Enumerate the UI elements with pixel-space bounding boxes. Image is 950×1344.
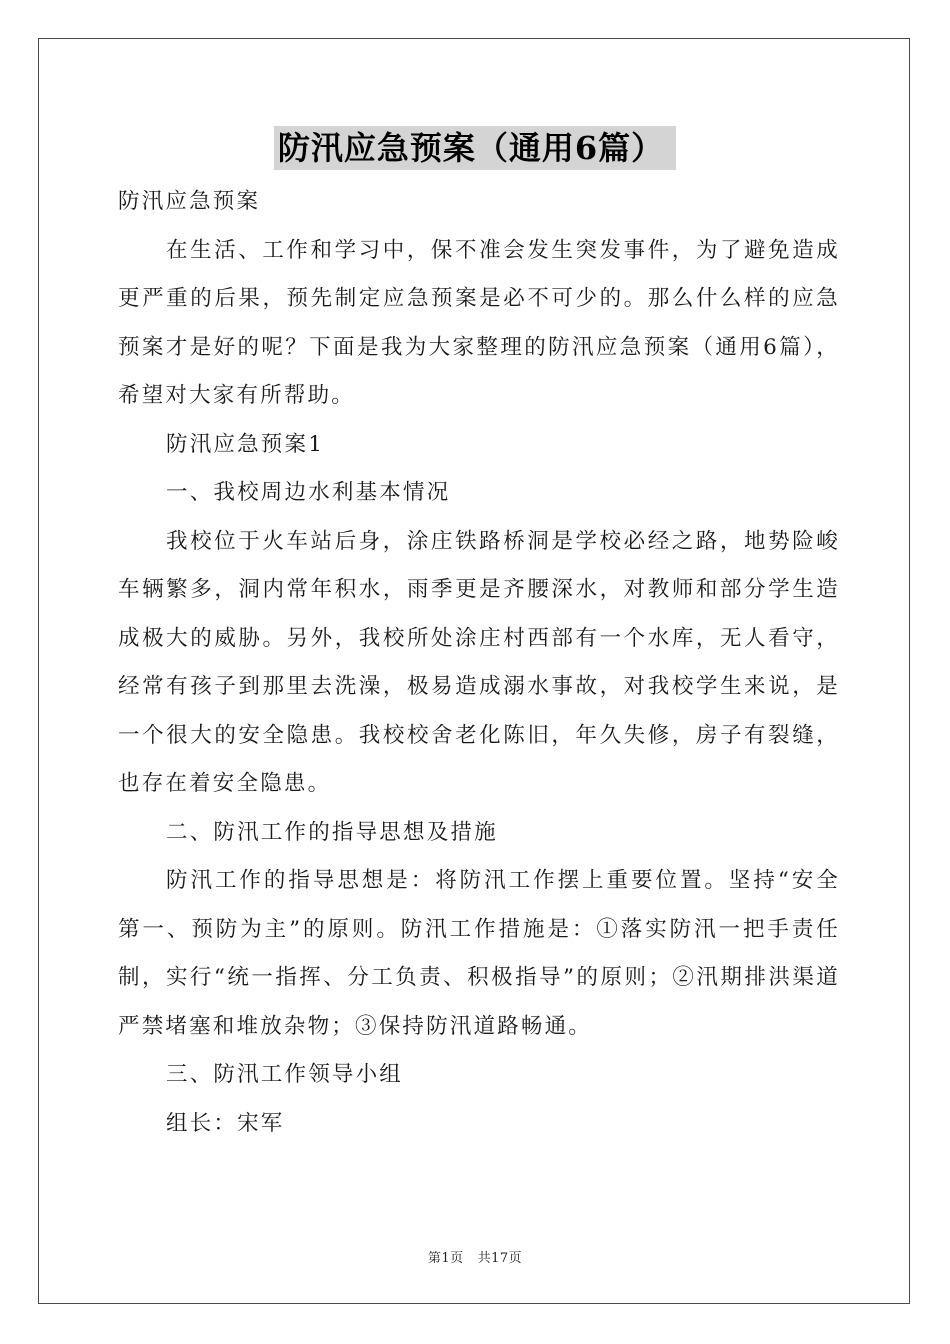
paragraph-group-leader: 组长：宋军 (166, 1110, 285, 1136)
heading-leadership-group: 三、防汛工作领导小组 (166, 1062, 404, 1087)
subsection-title: 防汛应急预案1 (166, 431, 325, 457)
paragraph-water-conditions: 我校位于火车站后身，涂庄铁路桥洞是学校必经之路，地势险峻车辆繁多，洞内常年积水，雨季更是齐腰深水，对教师和部分学生造成极大的威胁。另外，我校所处涂庄村西部有一个水库，无人看守，经常有孩子到那里去洗澡，极易造成溺水事故，对我校学生来说，是一个很大的安全隐患。我校校舍老化陈旧，年久失修，房子有裂缝，也存在着安全隐患。 (118, 528, 840, 796)
document-body (118, 178, 840, 1148)
document-title (0, 126, 950, 170)
paragraph-guiding-thoughts: 防汛工作的指导思想是：将防汛工作摆上重要位置。坚持“安全第一、预防为主”的原则。防汛工作措施是：①落实防汛一把手责任制，实行“统一指挥、分工负责、积极指导”的原则；②汛期排洪渠道严禁堵塞和堆放杂物；③保持防汛道路畅通。 (118, 868, 840, 1039)
intro-paragraph: 在生活、工作和学习中，保不准会发生突发事件，为了避免造成更严重的后果，预先制定应急预案是必不可少的。那么什么样的应急预案才是好的呢？下面是我为大家整理的防汛应急预案（通用6篇），希望对大家有所帮助。 (118, 237, 840, 408)
document-title-text: 防汛应急预案（通用6篇） (274, 126, 676, 170)
heading-guiding-thoughts: 二、防汛工作的指导思想及措施 (166, 819, 498, 845)
section-heading: 防汛应急预案 (118, 189, 261, 214)
page-footer (0, 1247, 950, 1266)
page-total: 共17页 (477, 1251, 523, 1266)
heading-water-conditions: 一、我校周边水利基本情况 (166, 480, 451, 505)
page-number: 第1页 (427, 1251, 464, 1266)
